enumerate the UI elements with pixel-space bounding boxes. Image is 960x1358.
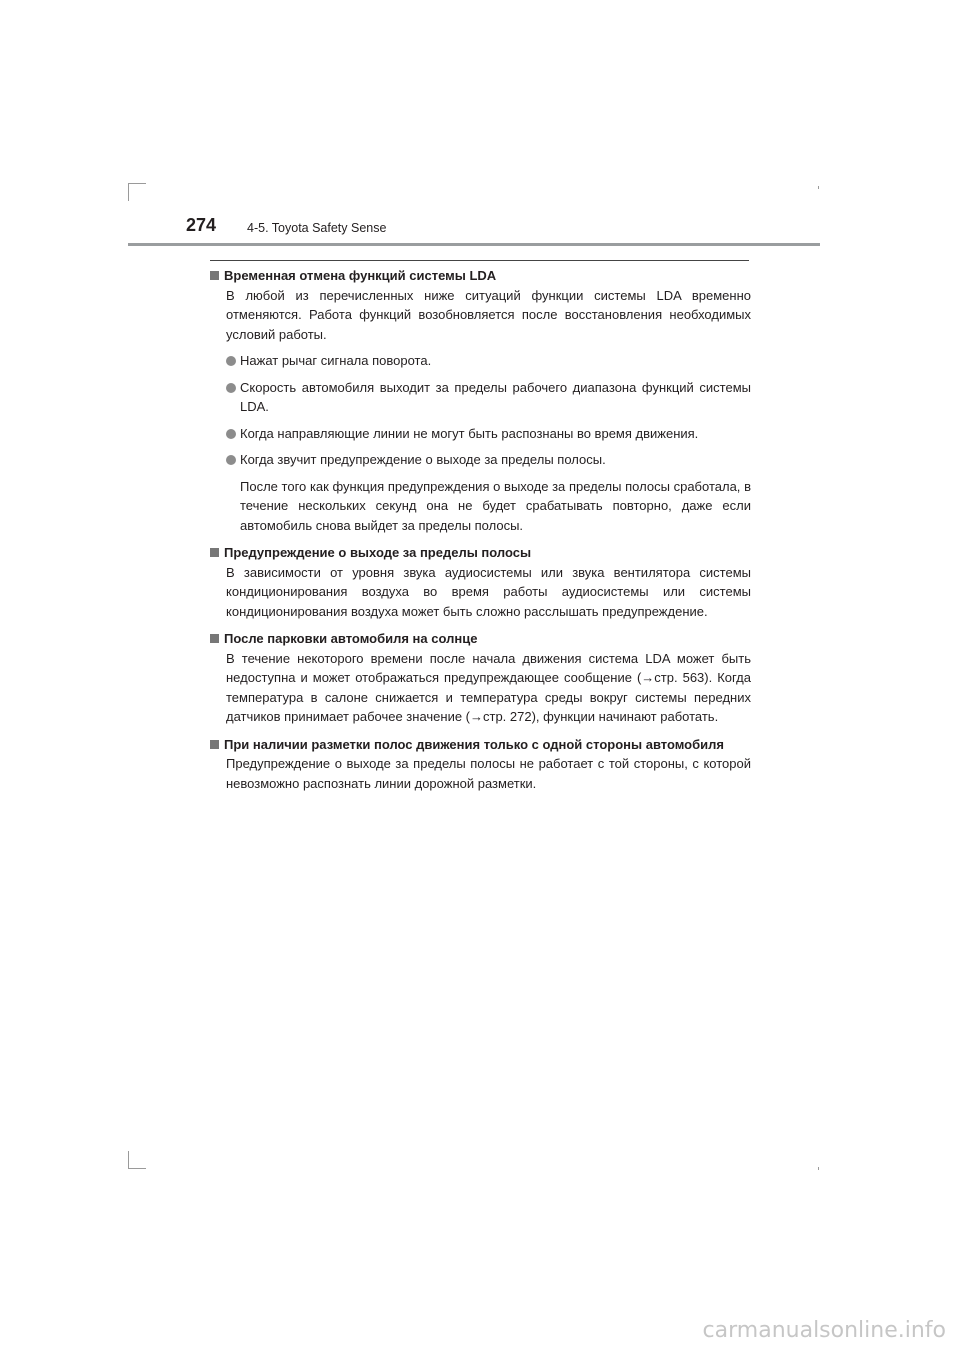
round-bullet-icon <box>226 455 236 465</box>
list-item-text: Когда звучит предупреждение о выходе за пределы полосы. <box>240 452 606 467</box>
square-bullet-icon <box>210 634 219 643</box>
paragraph: Предупреждение о выходе за пределы полосы не работает с той стороны, с которой невозможно распознать линии дорожной разметки. <box>226 756 751 791</box>
section-heading <box>210 629 751 649</box>
crop-mark-bottom-left-h <box>128 1168 146 1169</box>
paragraph: После того как функция предупреждения о выходе за пределы полосы сработала, в течение нескольких секунд она не будет срабатывать повторно, даже если автомобиль снова выйдет за пределы полосы. <box>240 478 751 533</box>
round-bullet-icon <box>226 383 236 393</box>
content-rule <box>210 260 749 261</box>
list-item-text: Скорость автомобиля выходит за пределы рабочего диапазона функций системы LDA. <box>240 379 751 414</box>
page-number: 274 <box>186 215 217 235</box>
list-item-text: Нажат рычаг сигнала поворота. <box>240 353 432 368</box>
list-item <box>226 378 751 417</box>
square-bullet-icon <box>210 740 219 749</box>
section-heading-text: Предупреждение о выходе за пределы полосы <box>224 545 532 560</box>
section-title: 4-5. Toyota Safety Sense <box>247 221 387 235</box>
square-bullet-icon <box>210 271 219 280</box>
content <box>210 266 751 793</box>
list-item <box>226 424 751 444</box>
list-item <box>226 450 751 470</box>
paragraph: В течение некоторого времени после начала движения система LDA может быть недоступна и может отображаться предупреждающее сообщение (→стр. 563). Когда температура в салоне снижается и температура среды вокруг системы передних датчиков принимает рабочее значение (→стр. 272), функции начинают работать. <box>226 650 751 724</box>
section-heading <box>210 266 751 286</box>
section-heading <box>210 543 751 563</box>
round-bullet-icon <box>226 429 236 439</box>
header-rule <box>128 243 820 246</box>
square-bullet-icon <box>210 548 219 557</box>
section-heading-text: После парковки автомобиля на солнце <box>224 631 478 646</box>
round-bullet-icon <box>226 356 236 366</box>
crop-mark-top-left-v <box>128 183 129 201</box>
section-heading-text: При наличии разметки полос движения только с одной стороны автомобиля <box>224 736 724 752</box>
paragraph: В зависимости от уровня звука аудиосистемы или звука вентилятора системы кондиционирования воздуха во время работы аудиосистемы или системы кондиционирования воздуха может быть сложно расслышать предупреждение. <box>226 564 751 619</box>
crop-mark-bottom-right <box>818 1167 819 1170</box>
crop-mark-bottom-left-v <box>128 1151 129 1169</box>
list-item <box>226 351 751 371</box>
crop-mark-top-right <box>818 186 819 189</box>
list-item-text: Когда направляющие линии не могут быть распознаны во время движения. <box>240 425 699 441</box>
crop-mark-top-left-h <box>128 183 146 184</box>
section-heading-text: Временная отмена функций системы LDA <box>224 268 497 283</box>
watermark: carmanualsonline.info <box>702 1318 946 1343</box>
section-heading <box>210 735 751 755</box>
paragraph: В любой из перечисленных ниже ситуаций функции системы LDA временно отменяются. Работа функций возобновляется после восстановления необходимых условий работы. <box>226 287 751 342</box>
